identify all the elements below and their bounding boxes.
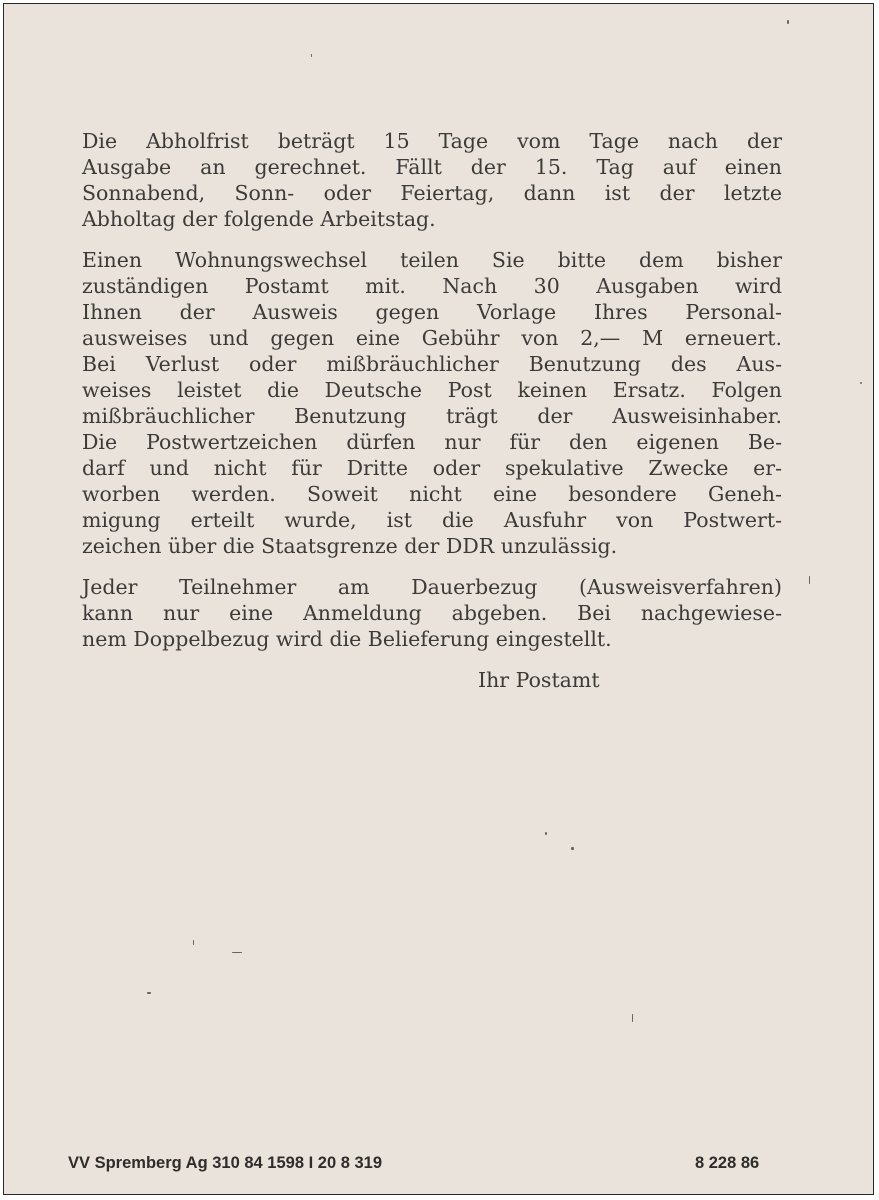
- text-line: mißbräuchlicher Benutzung trägt der Ausweisinhaber.: [82, 404, 782, 428]
- paper-speck: [193, 940, 194, 945]
- signature: Ihr Postamt: [478, 668, 600, 692]
- text-line: Ihnen der Ausweis gegen Vorlage Ihres Personal-: [82, 300, 782, 324]
- text-line: nem Doppelbezug wird die Belieferung eingestellt.: [82, 627, 612, 651]
- text-line: Sonnabend, Sonn- oder Feiertag, dann ist der letzte: [82, 181, 782, 205]
- text-line: migung erteilt wurde, ist die Ausfuhr von Postwert-: [82, 508, 782, 532]
- text-line: zeichen über die Staatsgrenze der DDR unzulässig.: [82, 534, 618, 558]
- printer-imprint: VV Spremberg Ag 310 84 1598 I 20 8 319: [68, 1154, 382, 1172]
- form-code: 8 228 86: [695, 1154, 760, 1172]
- paragraph-change-of-address: [82, 247, 782, 559]
- text-line: worben werden. Soweit nicht eine besondere Geneh-: [82, 482, 782, 506]
- text-line: Einen Wohnungswechsel teilen Sie bitte dem bisher: [82, 248, 782, 272]
- paper-speck: [311, 54, 312, 57]
- paper-speck: [545, 832, 547, 835]
- text-line: Die Postwertzeichen dürfen nur für den eigenen Be-: [82, 430, 782, 454]
- paper-speck: [860, 382, 862, 384]
- text-line: Ausgabe an gerechnet. Fällt der 15. Tag auf einen: [82, 155, 782, 179]
- paper-speck: [147, 992, 151, 994]
- text-line: darf und nicht für Dritte oder spekulative Zwecke er-: [82, 456, 782, 480]
- document-card: [3, 3, 874, 1195]
- paper-speck: [787, 20, 789, 24]
- paper-speck: [809, 576, 810, 584]
- paper-speck: [232, 952, 242, 953]
- text-line: Die Abholfrist beträgt 15 Tage vom Tage nach der: [82, 129, 782, 153]
- text-line: zuständigen Postamt mit. Nach 30 Ausgaben wird: [82, 274, 782, 298]
- paragraph-subscription: [82, 574, 782, 652]
- text-line: Abholtag der folgende Arbeitstag.: [82, 207, 436, 231]
- text-line: ausweises und gegen eine Gebühr von 2,— M erneuert.: [82, 326, 782, 350]
- paper-speck: [571, 847, 574, 850]
- text-line: Bei Verlust oder mißbräuchlicher Benutzung des Aus-: [82, 352, 782, 376]
- paragraph-pickup-period: [82, 128, 782, 232]
- text-line: weises leistet die Deutsche Post keinen Ersatz. Folgen: [82, 378, 782, 402]
- paper-speck: [632, 1014, 633, 1022]
- text-line: kann nur eine Anmeldung abgeben. Bei nachgewiese-: [82, 601, 782, 625]
- text-line: Jeder Teilnehmer am Dauerbezug (Ausweisverfahren): [82, 575, 782, 599]
- notice-text: [82, 128, 782, 667]
